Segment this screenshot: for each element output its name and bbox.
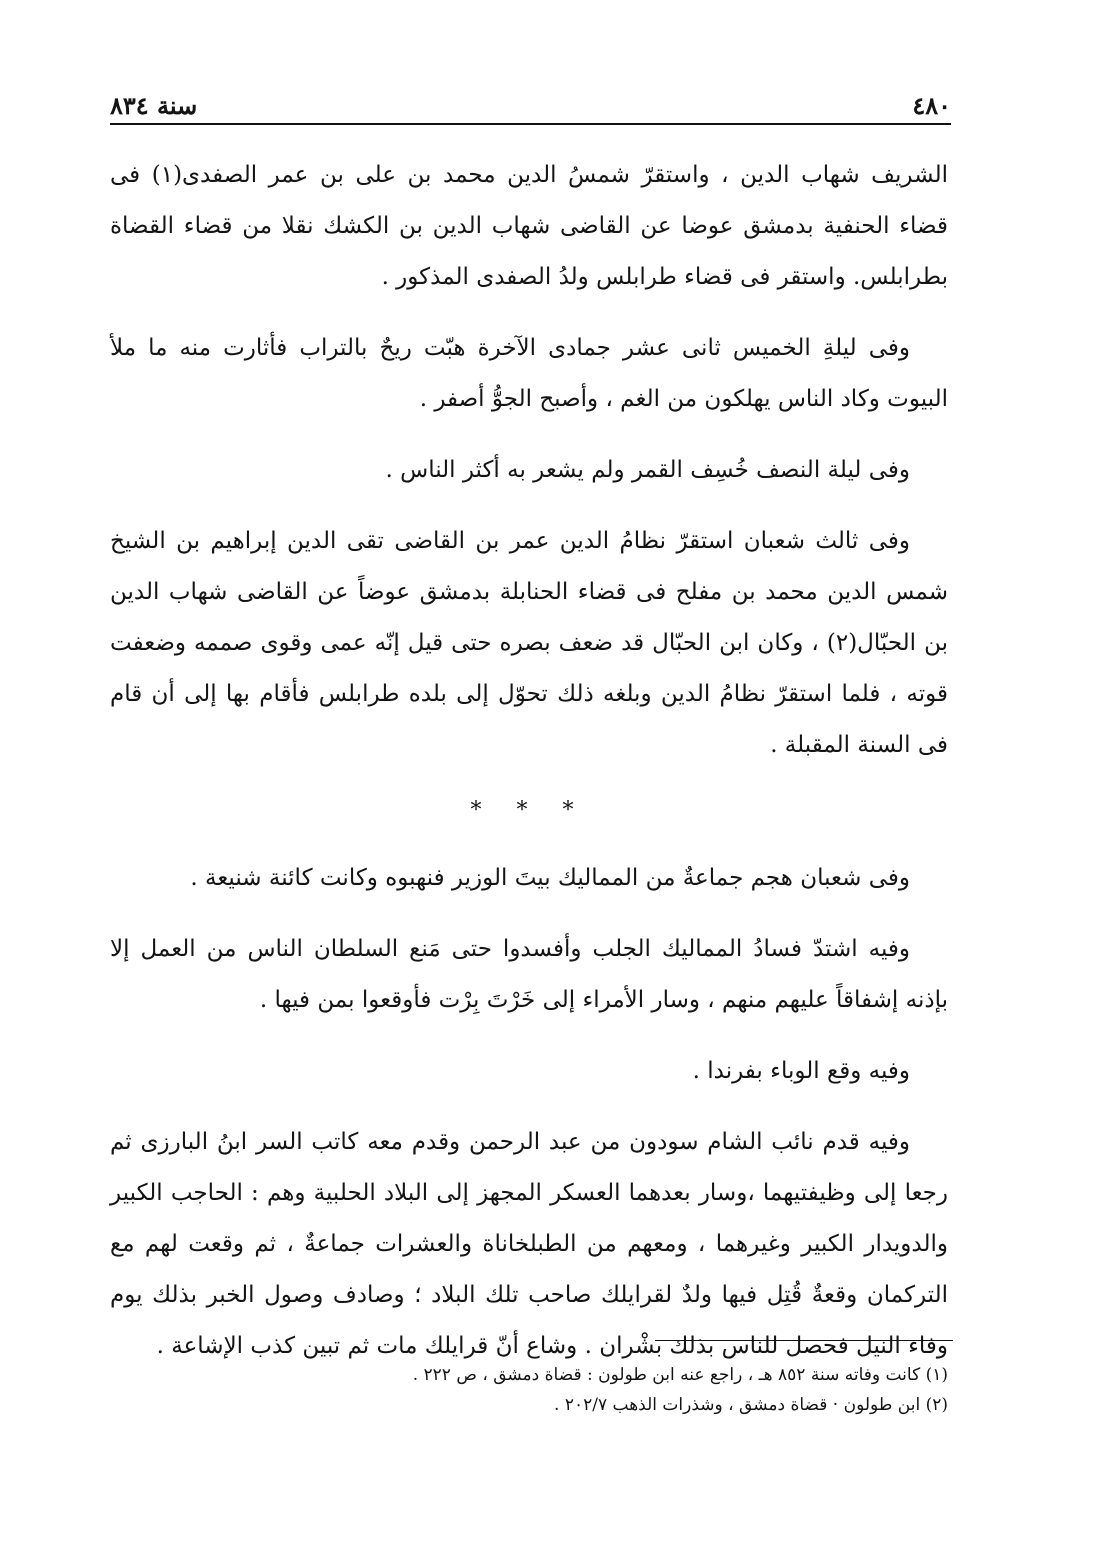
- footnote-2: (٢) ابن طولون · قضاة دمشق ، وشذرات الذهب ٢٠٢/٧ .: [554, 1395, 948, 1415]
- section-separator: * * *: [470, 798, 588, 823]
- paragraph-7: وفيه وقع الوباء بفرندا .: [692, 1058, 910, 1084]
- footnote-1: (١) كانت وفاته سنة ٨٥٢ هـ ، راجع عنه ابن طولون : قضاة دمشق ، ص ٢٢٢ .: [412, 1365, 948, 1385]
- paragraph-2: وفى ليلةِ الخميس ثانى عشر جمادى الآخرة هبّت ريحٌ بالتراب فأثارت منه ما ملأ البيوت وكاد الناس يهلكون من الغم ، وأصبح الجوُّ أصفر .: [110, 335, 948, 412]
- paragraph-6: وفيه اشتدّ فسادُ المماليك الجلب وأفسدوا حتى مَنع السلطان الناس من العمل إلا بإذنه إشفاقاً عليهم منهم ، وسار الأمراء إلى خَرْتَ بِرْت فأوقعوا بمن فيها .: [110, 936, 948, 1013]
- paragraph-1: الشريف شهاب الدين ، واستقرّ شمسُ الدين محمد بن على بن عمر الصفدى(١) فى قضاء الحنفية بدمشق عوضا عن القاضى شهاب الدين بن الكشك نقلا من قضاء القضاة بطرابلس. واستقر فى قضاء طرابلس ولدُ الصفدى المذكور .: [110, 162, 949, 290]
- footnotes: [300, 1360, 948, 1420]
- footnote-rule: [655, 1340, 953, 1341]
- paragraph-4: وفى ثالث شعبان استقرّ نظامُ الدين عمر بن القاضى تقى الدين إبراهيم بن الشيخ شمس الدين محمد بن مفلح فى قضاء الحنابلة بدمشق عوضاً عن القاضى شهاب الدين بن الحبّال(٢) ، وكان ابن الحبّال قد ضعف بصره حتى قيل إنّه عمى وقوى صممه وضعفت قوته ، فلما استقرّ نظامُ الدين وبلغه ذلك تحوّل إلى بلده طرابلس فأقام بها إلى أن قام فى السنة المقبلة .: [110, 528, 948, 758]
- paragraph-8: وفيه قدم نائب الشام سودون من عبد الرحمن وقدم معه كاتب السر ابنُ البارزى ثم رجعا إلى وظيفتيهما ،وسار بعدهما العسكر المجهز إلى البلاد الحلبية وهم : الحاجب الكبير والدويدار الكبير وغيرهما ، ومعهم من الطبلخاناة والعشرات جماعةٌ ، ثم وقعت لهم مع التركمان وقعةٌ قُتِل فيها ولدٌ لقرايلك صاحب تلك البلاد ؛ وصادف وصول الخبر بذلك يوم وفاء النيل فحصل للناس بذلك بشْران . وشاع أنّ قرايلك مات ثم تبين كذب الإشاعة .: [110, 1129, 948, 1359]
- running-head: [110, 80, 951, 120]
- year-label: سنة ٨٣٤: [110, 91, 198, 120]
- paragraph-3: وفى ليلة النصف خُسِف القمر ولم يشعر به أكثر الناس .: [385, 457, 910, 483]
- page-number: ٤٨٠: [912, 91, 951, 120]
- paragraph-5: وفى شعبان هجم جماعةٌ من المماليك بيتَ الوزير فنهبوه وكانت كائنة شنيعة .: [190, 865, 910, 891]
- header-rule: [110, 123, 951, 125]
- main-text: [110, 150, 948, 1372]
